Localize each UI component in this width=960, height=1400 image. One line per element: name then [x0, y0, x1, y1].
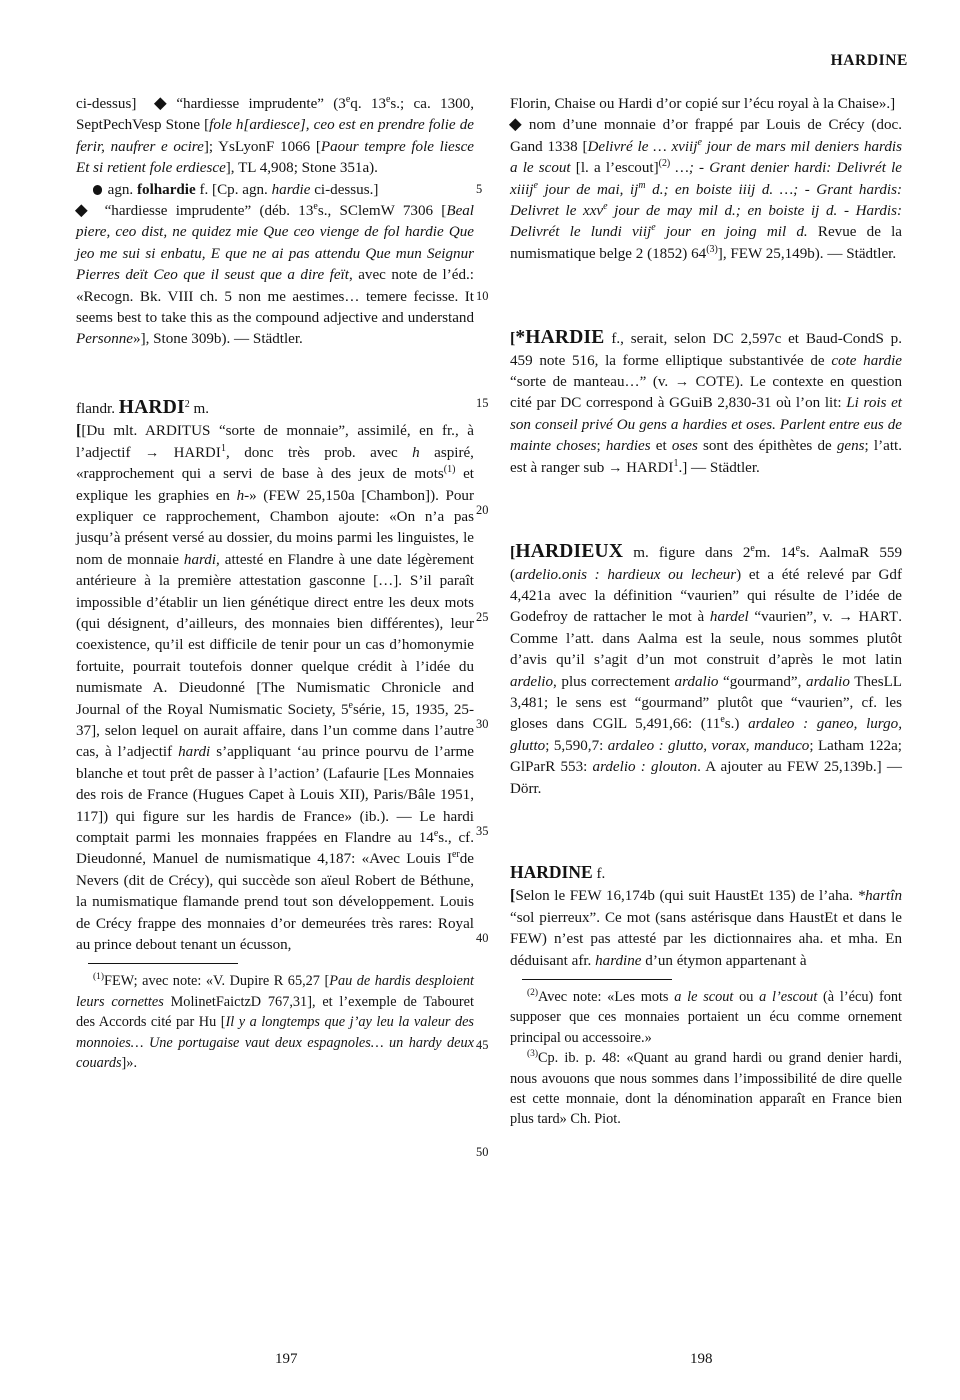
entry-hardieux: [510, 541, 902, 800]
asterisk-marker: *: [515, 327, 526, 349]
arrow-icon: →: [838, 609, 853, 626]
italic-hartin-etymon: *hartîn: [857, 888, 902, 905]
lemma-folhardie: folhardie: [137, 181, 196, 198]
paragraph-hardi2-quote-tail: [510, 94, 902, 115]
footnote-separator-rule: [522, 979, 672, 980]
superscript-ordinal: e: [603, 201, 608, 212]
footnote-marker-1: (1): [93, 972, 104, 983]
etym-text-i: s., cf. Dieudonné, Manuel de numismatique 4,187: «Avec Louis I: [76, 830, 474, 868]
definition-text-a: nom d’une monnaie d’or frappé par Louis de Crécy (doc. Gand 1338 [: [510, 117, 902, 155]
hardie-text-a: f., serait, selon DC 2,597c et Baud-CondS p. 459 note 516, la forme elliptique substantivée de: [510, 331, 903, 369]
footnote-marker-3: (3): [527, 1049, 538, 1060]
citation-italic-4: jour de mai, ij: [537, 181, 639, 198]
crossref-hardi1: HARDI: [626, 459, 674, 476]
citation-italic: Paour tempre fole liesce Et si retient fole erdiesce: [76, 138, 474, 177]
line-number: 25: [476, 610, 489, 624]
superscript-m: m: [638, 179, 646, 191]
line-number: 5: [476, 182, 483, 196]
italic-h-dash: h-: [236, 487, 250, 504]
open-bracket: [: [76, 422, 82, 440]
hardieux-text-c: s. AalmaR 559 (: [510, 545, 902, 583]
open-bracket: [: [510, 330, 516, 348]
spacer: [510, 479, 902, 541]
footnote-1-text-c: ]».: [121, 1055, 138, 1072]
crossref-superscript: 1: [673, 457, 679, 469]
line-number: 30: [476, 717, 489, 731]
etym-text-d: et explique les graphies en: [76, 466, 474, 504]
citation-italic-7: jour en joing mil d.: [655, 224, 808, 241]
text-sense2b: s., SClemW 7306 [: [317, 203, 447, 220]
entry-heading-hardine: [510, 862, 902, 885]
footnote-ref-1: (1): [443, 464, 456, 476]
hardieux-text-d: ) et a été relevé par Gdf 4,421a avec la définition “vaurien” qui résulte de l’idée de Godefroy de rattacher le mot à: [510, 566, 902, 626]
superscript-ordinal: e: [651, 222, 656, 234]
superscript-ordinal: e: [720, 714, 725, 726]
dialect-label: flandr.: [76, 400, 115, 417]
entry-heading-hardi2: [76, 397, 474, 420]
line-number: 15: [476, 396, 489, 410]
footnote-2-text-a: Avec note: «Les mots: [538, 989, 675, 1005]
right-column: [510, 94, 902, 1130]
etym-text-g: série, 15, 1935, 25-37], selon lequel on aurait affaire, dans l’un comme dans l’autre cas, à l’adjectif: [76, 701, 474, 761]
footnote-ref-2: (2): [658, 158, 671, 170]
superscript-ordinal: e: [433, 827, 439, 839]
line-number: 40: [476, 931, 489, 945]
superscript-ordinal: e: [385, 93, 391, 105]
open-bracket: [: [510, 887, 516, 905]
spacer: [510, 265, 902, 327]
italic-hardel: hardel: [709, 609, 749, 626]
headword-superscript: 2: [184, 398, 190, 410]
running-head: HARDINE: [830, 52, 908, 69]
paragraph-hardi2-definition: [510, 115, 902, 265]
italic-ardalio-2: ardalio: [806, 673, 850, 690]
hardieux-text-e: “vaurien”, v.: [748, 609, 839, 626]
citation-italic: fole h[ardiesce], ceo est en prendre folie de ferir, naufrer e ocire: [76, 117, 474, 155]
italic-ardalio: ardalio: [674, 673, 719, 690]
paragraph-hardiesse-sense2: [76, 201, 474, 351]
italic-personne: Personne: [76, 331, 134, 348]
text-folhardie-after: f. [Cp. agn.: [199, 181, 268, 198]
arrow-icon: →: [608, 459, 623, 476]
text-sense2c: , avec note de l’éd.: «Recogn. Bk. VIII ch. 5 non me aestimes… temere fecisse. It seems best to take this as the compound adjective and understand: [76, 267, 474, 327]
hardieux-text-i: ThesLL 3,481; le sens est “gourmand” plutôt que “vaurien”, cf. les gloses dans CGlL 5,491,66: (11: [510, 673, 903, 733]
footnote-block-left: [76, 963, 474, 1073]
italic-gloss-2: ardaleo : glutto, vorax, manduco: [607, 737, 810, 754]
lozenge-icon: [75, 204, 88, 217]
hardie-text-h: .] — Städtler.: [678, 459, 760, 476]
entry-hardie: [510, 327, 902, 479]
gender-label: f.: [596, 865, 606, 882]
crossref-cote: COTE: [695, 374, 735, 391]
citation-italic: Beal piere, ceo dist, ne quidez mie Que ceo vienge de fol hardie Que jeo me sui si enbatu, E que ne ai pas attendu Que mun Seignur Pierres deït Ceo que il seust que a dire feït: [76, 203, 475, 284]
crossref-superscript: 1: [221, 442, 226, 454]
italic-oses: oses: [671, 438, 698, 455]
citation-italic-2: jour de mars mil deniers hardis a le scout: [510, 138, 902, 177]
text-ci-dessus: ci-dessus]: [76, 96, 137, 112]
hardieux-text-l: ; Latham 122a; GlParR 553:: [510, 737, 902, 776]
text-sense-1d: ]; YsLyonF 1066 [: [203, 138, 321, 155]
citation-italic-5: d.; en boiste iiij d. …; - Grant hardis: Delivret le xxv: [510, 181, 902, 220]
footnote-2-text-b: ou: [733, 989, 760, 1005]
italic-ardelio-gloss: ardelio.onis : hardieux ou lecheur: [515, 566, 737, 583]
paragraph-folhardie: [76, 180, 474, 201]
spacer: [510, 800, 902, 862]
footnote-2-text-c: (à l’écu) font supposer que ces monnaies portaient un écu comme ornement principal ou accessoire.»: [510, 989, 902, 1046]
text-sense2a: “hardiesse imprudente” (déb. 13: [104, 203, 314, 220]
italic-hardies: hardies: [605, 438, 651, 455]
etym-text-e: » (FEW 25,150a [Chambon]). Pour expliquer ce rapprochement, Chambon ajoute: «On n’a pas jusqu’à présent versé au dossier, du moins parmi les linguistes, le nom de monnaie: [76, 487, 474, 568]
footnote-2-italic-1: a le scout: [674, 989, 734, 1005]
hardieux-text-g: , plus correctement: [553, 673, 675, 690]
line-number: 45: [476, 1038, 489, 1052]
gender-label: m.: [193, 400, 210, 417]
crossref-hart: HART: [858, 609, 899, 626]
arrow-icon: →: [144, 444, 160, 461]
line-number: 20: [476, 503, 489, 517]
label-agn: agn.: [107, 181, 134, 198]
hardieux-text-a: m. figure dans 2: [633, 545, 751, 562]
definition-text-c: ], FEW 25,149b). — Städtler.: [717, 245, 897, 262]
left-column: [76, 94, 474, 1073]
italic-hardie: hardie: [271, 181, 311, 198]
line-number: 10: [476, 289, 489, 303]
line-number: 35: [476, 824, 489, 838]
hardieux-text-h: “gourmand”,: [718, 673, 807, 690]
italic-hardine: hardine: [595, 952, 642, 969]
hardie-text-f: sont des épithètes de: [697, 438, 837, 455]
folio-left: 197: [275, 1351, 298, 1367]
text-sense-1c: s.; ca. 1300, SeptPechVesp Stone [: [76, 96, 474, 134]
etym-text-h: s’appliquant ‘au prince pourvu de l’arme blanche et tout prêt de passer à l’action’ (Lafaurie [Les Monnaies des rois de France (Hugues Capet à Louis XII), Paris/Bâle 1951, 117]) qui figure sur les hardis de France» (ib.). — Le hardi comptait parmi les monnaies frappées en Flandre au 14: [76, 744, 474, 846]
superscript-ordinal: e: [795, 543, 800, 555]
footnote-1-italic-1: Pau de hardis desploient leurs cornettes: [76, 973, 475, 1010]
citation-italic-6: jour de may mil d.; en boiste ij d. - Hardis: Delivrét le lundi viij: [510, 203, 902, 241]
footnote-1-text-b: MolinetFaictzD 767,31], et l’exemple de Tabouret des Accords cité par Hu [: [76, 993, 474, 1031]
text-sense-1e: ], TL 4,908; Stone 351a).: [225, 160, 378, 177]
text-sense2d: »], Stone 309b). — Städtler.: [133, 331, 303, 348]
superscript-ordinal: e: [533, 179, 538, 191]
superscript-ordinal: e: [348, 699, 353, 711]
line-number: 50: [476, 1145, 489, 1159]
superscript-ordinal: e: [697, 136, 702, 148]
hardie-text-e: et: [650, 438, 672, 455]
citation-italic: Li rois et son conseil privé Ou gens a hardies et oses. Parlent entre eus de mainte choses: [510, 395, 902, 455]
hardine-text-c: d’un étymon appartenant à: [641, 952, 807, 969]
citation-italic-1: Delivré le … xviij: [587, 138, 698, 155]
lozenge-icon: [154, 97, 167, 110]
hardie-text-g: ; l’att. est à ranger sub: [510, 438, 902, 476]
paragraph-hardi2-etymology: [76, 420, 474, 956]
italic-hardi-2: hardi: [178, 744, 211, 761]
hardieux-text-m: . A ajouter au FEW 25,139b.] — Dörr.: [510, 759, 902, 797]
superscript-ordinal: e: [345, 93, 351, 105]
paragraph-hardiesse-continuation: [76, 94, 474, 180]
headword-hardi2: HARDI: [118, 396, 185, 418]
spacer: [76, 351, 474, 397]
superscript-ordinal: e: [750, 543, 755, 555]
etym-text-j: de Nevers (dit de Crécy), qui succède son aïeul Robert de Béthune, la numismatique flamande prend tout son développement. Louis de Crécy frappe des monnaies d’or demeurées très rares: Royal au prince debout tenant un écusson,: [76, 851, 474, 954]
hardie-text-c: ). Le contexte en question cité par DC correspond à GGuiB 2,830-31 où l’on lit:: [510, 374, 902, 412]
headword-hardine: HARDINE: [510, 861, 593, 882]
text-quote-tail: Florin, Chaise ou Hardi d’or copié sur l’écu royal à la Chaise».]: [510, 96, 896, 112]
footnote-3: [510, 1048, 902, 1130]
crossref-hardi1: HARDI: [173, 444, 221, 461]
paragraph-hardine-etymology: [510, 885, 902, 972]
text-sense-1a: “hardiesse imprudente” (3: [176, 96, 346, 112]
italic-h: h: [412, 444, 420, 461]
etym-text-a: [Du mlt. ARDITUS “sorte de monnaie”, assimilé, en fr., à l’adjectif: [76, 423, 474, 461]
text-sense-1b: q. 13: [350, 96, 386, 112]
italic-ardelio: ardelio: [510, 673, 554, 690]
hardieux-text-f: . Comme l’att. dans Aalma est la seule, nous sommes plutôt d’avis qu’il s’agit d’un mot construit d’après le mot latin: [510, 609, 902, 669]
hardieux-text-j: s.): [724, 716, 749, 733]
disc-bullet-icon: [93, 185, 102, 194]
italic-gens: gens: [836, 438, 865, 455]
headword-hardie: HARDIE: [525, 327, 605, 349]
footnote-1-text-a: FEW; avec note: «V. Dupire R 65,27 [: [104, 973, 330, 990]
italic-cote-hardie: cote hardie: [831, 352, 902, 369]
footnote-separator-rule: [88, 963, 238, 964]
etym-text-c: aspiré, «rapprochement qui a servi de base à des jeux de mots: [76, 444, 474, 483]
italic-gloss-3: ardelio : glouton: [592, 759, 698, 776]
hardieux-text-k: ; 5,590,7:: [545, 737, 608, 754]
italic-hardi: hardi: [183, 551, 217, 568]
text-folhardie-tail: ci-dessus.]: [314, 181, 379, 198]
definition-text-b: Revue de la numismatique belge 2 (1852) 64: [510, 224, 902, 262]
footnote-1: [76, 971, 474, 1073]
hardine-text-b: “sol pierreux”. Ce mot (sans astérisque dans HaustEt et dans le FEW) n’est pas attesté par les dictionnaires aha. et mha. En déduisant afr.: [510, 909, 902, 969]
lozenge-icon: [509, 119, 522, 132]
footnote-2-italic-2: a l’escout: [759, 989, 818, 1005]
folio-right: 198: [690, 1351, 713, 1367]
footnote-3-text: Cp. ib. p. 48: «Quant au grand hardi ou grand denier hardi, nous avouons que nous sommes dans l’impossibilité de dire quelle est cette monnaie, dont la dénomination apparaît en France bien plus tard» Ch. Piot.: [510, 1050, 902, 1128]
hardie-text-d: ;: [596, 438, 606, 455]
footnote-1-italic-2: Il y a longtemps que j’ay leu la valeur des monnoies… Une portugaise vaut deux espagnoles… un hardy deux couards: [76, 1014, 474, 1072]
footnote-2: [510, 987, 902, 1048]
arrow-icon: →: [674, 374, 690, 391]
etym-text-f: , attesté en Flandre à une date légèrement antérieure à la première attestation gasconne […]. S’il paraît impossible d’établir un lien génétique direct entre les deux mots (qui désignent, d’ailleurs, des monnaies bien différentes), leur coexistence, qu’il est difficile de tenir pour un cas d’homonymie fortuite, pourrait toutefois donner quelque crédit à l’idée du numismate A. Dieudonné [The Numismatic Chronicle and Journal of the Royal Numismatic Society, 5: [76, 551, 474, 718]
citation-italic-3: …; - Grant denier hardi: Delivrét le xiiij: [510, 160, 902, 198]
footnote-ref-3: (3): [706, 243, 718, 255]
citation-correction: [l. a l’escout]: [575, 160, 659, 177]
hardieux-text-b: m. 14: [754, 545, 796, 562]
footnote-block-right: [510, 979, 902, 1130]
hardine-text-a: Selon le FEW 16,174b (qui suit HaustEt 135) de l’aha.: [515, 888, 858, 905]
headword-hardieux: HARDIEUX: [515, 541, 624, 563]
open-bracket: [: [510, 544, 516, 562]
footnote-marker-2: (2): [527, 988, 538, 999]
etym-text-b: , donc très prob. avec: [225, 444, 398, 461]
italic-gloss-1: ardaleo : ganeo, lurgo, glutto: [510, 716, 902, 754]
superscript-ordinal: e: [313, 201, 318, 212]
superscript-ordinal-er: er: [452, 849, 460, 861]
hardie-text-b: “sorte de manteau…” (v.: [510, 374, 675, 391]
